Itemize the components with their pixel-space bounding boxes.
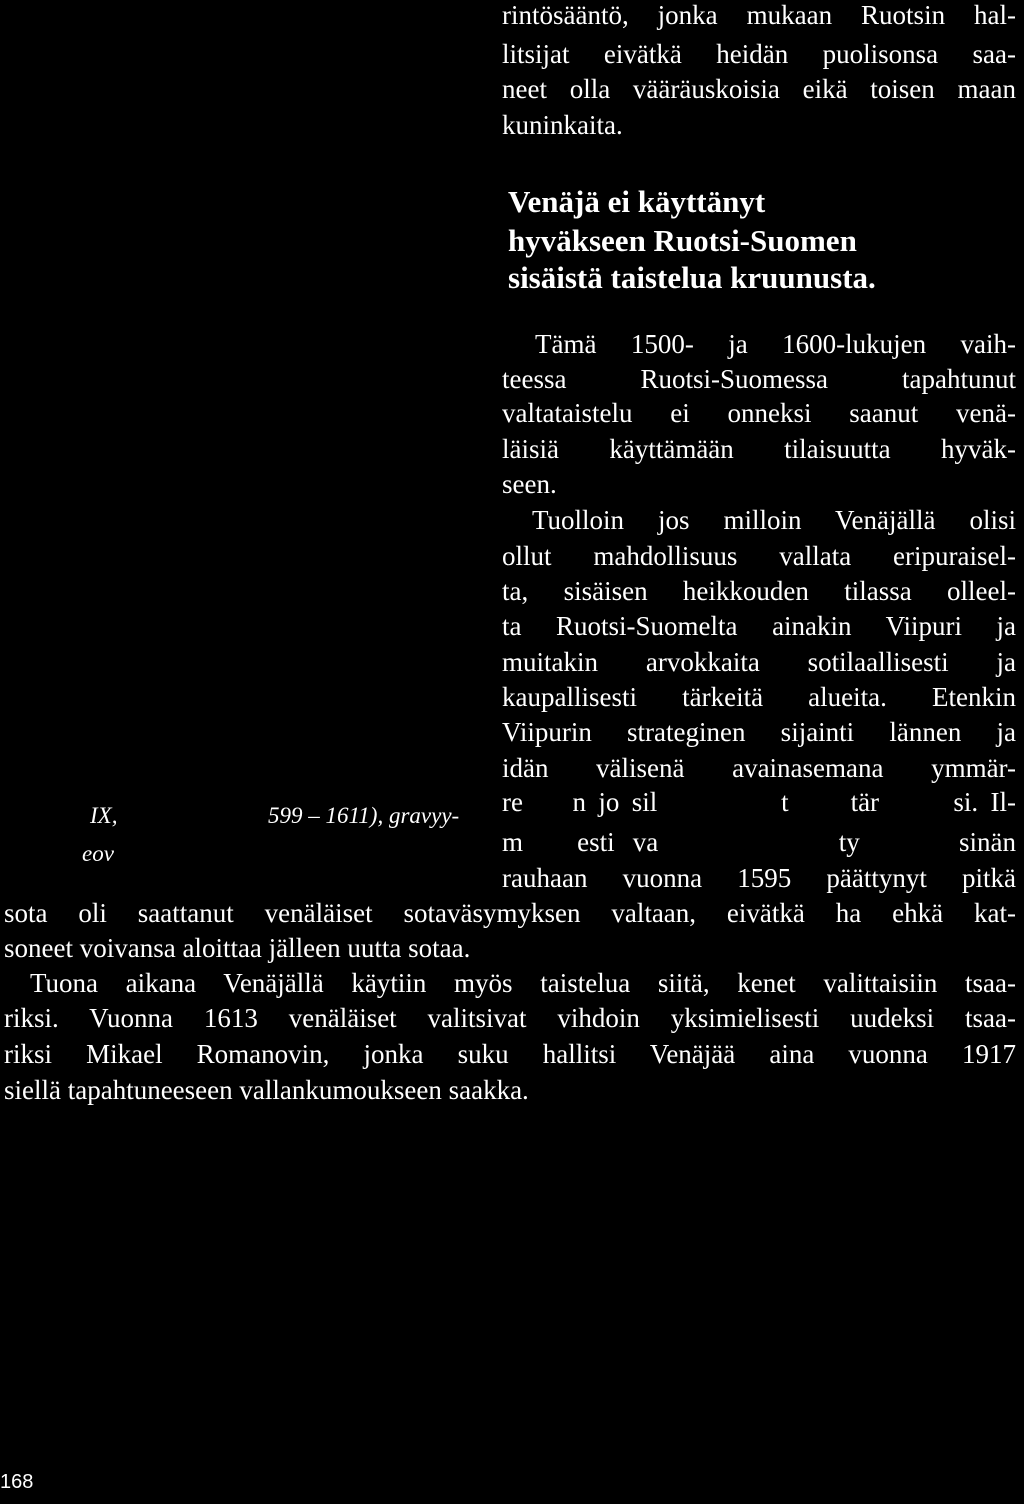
page-number: 168 bbox=[0, 1471, 34, 1493]
top-paragraph-line-2: litsijat eivätkä heidän puolisonsa saa- bbox=[502, 39, 1016, 69]
paragraph-3-line-4: siellä tapahtuneeseen vallankumoukseen saakka. bbox=[4, 1075, 529, 1105]
paragraph-2-full-line-1: sota oli saattanut venäläiset sotaväsymyksen valtaan, eivätkä ha ehkä kat- bbox=[4, 898, 1016, 928]
paragraph-3-line-1: Tuona aikana Venäjällä käytiin myös taistelua siitä, kenet valittaisiin tsaa- bbox=[30, 968, 1016, 998]
paragraph-3-line-2: riksi. Vuonna 1613 venäläiset valitsivat vihdoin yksimielisesti uudeksi tsaa- bbox=[4, 1003, 1016, 1033]
caption-fragment-2: 599 – 1611), gravyy- bbox=[268, 803, 460, 828]
paragraph-2-line-7: Viipurin strateginen sijainti lännen ja bbox=[502, 717, 1016, 747]
paragraph-1-line-5: seen. bbox=[502, 469, 557, 499]
section-heading-line-1: Venäjä ei käyttänyt bbox=[508, 184, 766, 219]
paragraph-2-line-1: Tuolloin jos milloin Venäjällä olisi bbox=[532, 505, 1016, 535]
paragraph-2-line-11: rauhaan vuonna 1595 päättynyt pitkä bbox=[502, 863, 1016, 893]
paragraph-2-line-3: ta, sisäisen heikkouden tilassa olleel- bbox=[502, 576, 1016, 606]
paragraph-1-line-3: valtataistelu ei onneksi saanut venä- bbox=[502, 398, 1016, 428]
paragraph-1-line-4: läisiä käyttämään tilaisuutta hyväk- bbox=[502, 434, 1016, 464]
paragraph-1-line-1: Tämä 1500- ja 1600-lukujen vaih- bbox=[535, 329, 1016, 359]
paragraph-2-full-line-2: soneet voivansa aloittaa jälleen uutta sotaa. bbox=[4, 933, 471, 963]
caption-fragment-3: eov bbox=[82, 841, 114, 866]
paragraph-2-line-9: re n jo sil t tär si. Il- bbox=[502, 787, 1016, 817]
caption-fragment-1: IX, bbox=[90, 803, 118, 828]
top-paragraph-line-1: rintösääntö, jonka mukaan Ruotsin hal- bbox=[502, 0, 1016, 30]
top-paragraph-line-3: neet olla vääräuskoisia eikä toisen maan bbox=[502, 74, 1016, 104]
paragraph-3-line-3: riksi Mikael Romanovin, jonka suku hallitsi Venäjää aina vuonna 1917 bbox=[4, 1039, 1016, 1069]
paragraph-2-line-2: ollut mahdollisuus vallata eripuraisel- bbox=[502, 541, 1016, 571]
paragraph-2-line-5: muitakin arvokkaita sotilaallisesti ja bbox=[502, 647, 1016, 677]
section-heading-line-2: hyväkseen Ruotsi-Suomen bbox=[508, 223, 857, 258]
paragraph-1-line-2: teessa Ruotsi-Suomessa tapahtunut bbox=[502, 364, 1016, 394]
section-heading-line-3: sisäistä taistelua kruunusta. bbox=[508, 260, 876, 295]
paragraph-2-line-10: m esti va ty sinän bbox=[502, 827, 1016, 857]
paragraph-2-line-8: idän välisenä avainasemana ymmär- bbox=[502, 753, 1016, 783]
paragraph-2-line-6: kaupallisesti tärkeitä alueita. Etenkin bbox=[502, 682, 1016, 712]
paragraph-2-line-4: ta Ruotsi-Suomelta ainakin Viipuri ja bbox=[502, 611, 1016, 641]
top-paragraph-line-4: kuninkaita. bbox=[502, 110, 623, 140]
